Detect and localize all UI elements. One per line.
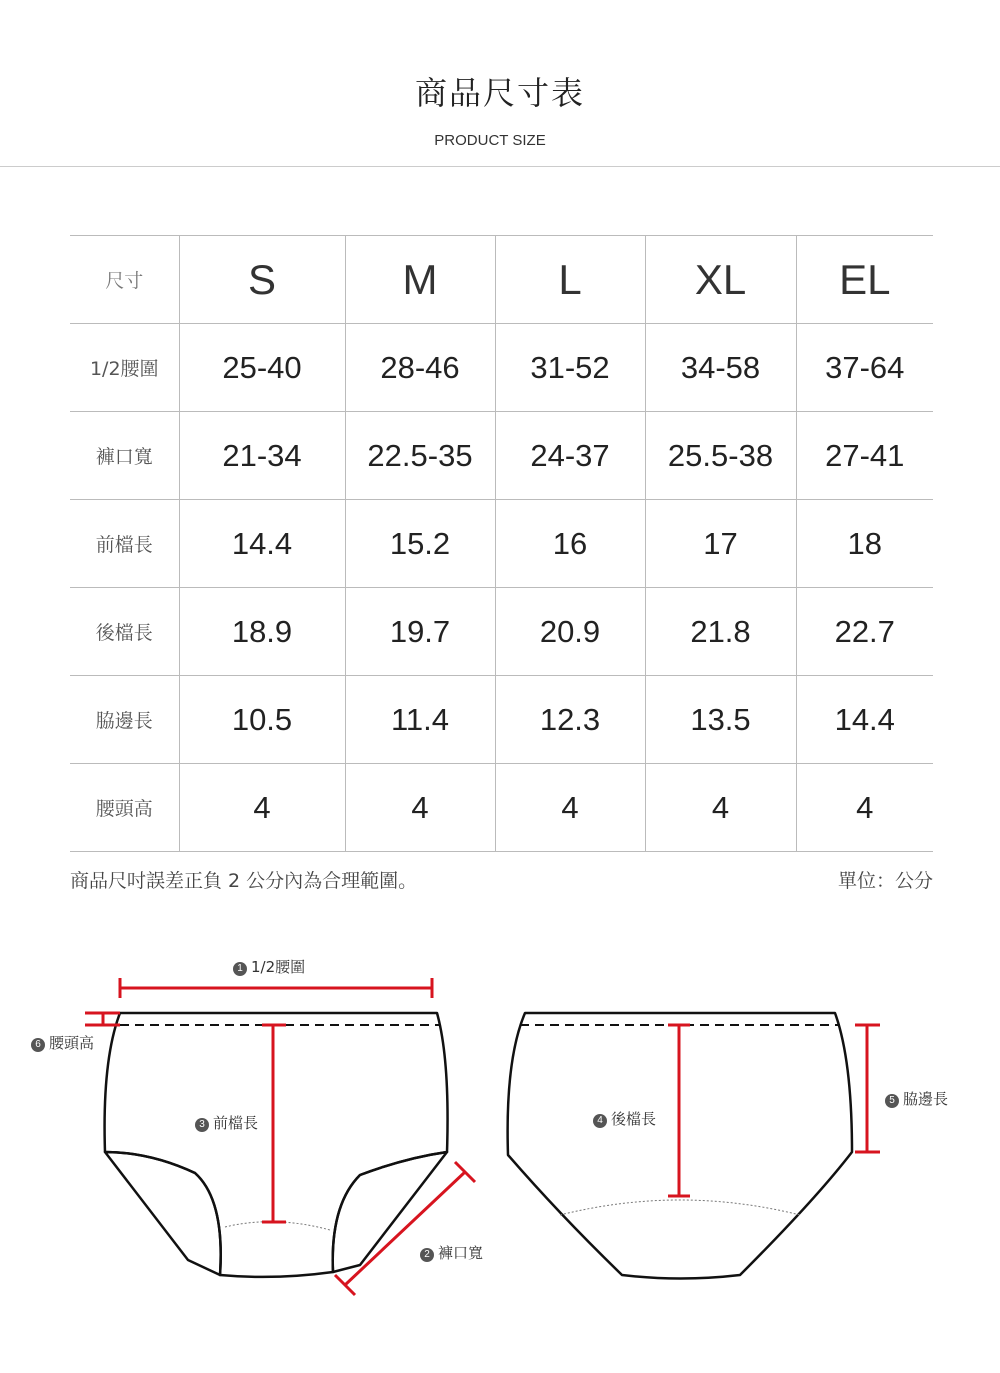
waist-measure-line — [120, 978, 432, 998]
table-cell: 4 — [645, 764, 796, 852]
table-row — [70, 764, 933, 852]
tolerance-note: 商品尺吋誤差正負 2 公分內為合理範圍。 — [70, 870, 418, 892]
size-header-s: S — [179, 236, 345, 324]
table-cell: 21-34 — [179, 412, 345, 500]
page-subtitle: PRODUCT SIZE — [434, 132, 546, 149]
table-cell: 18 — [796, 500, 933, 588]
row-label: 前檔長 — [70, 500, 179, 588]
row-label: 1/2腰圍 — [70, 324, 179, 412]
table-cell: 4 — [495, 764, 645, 852]
label-waistband-height: 6 腰頭高 — [31, 1032, 94, 1053]
row-label: 後檔長 — [70, 588, 179, 676]
label-waist: 1 1/2腰圍 — [233, 956, 305, 977]
table-cell: 4 — [179, 764, 345, 852]
table-cell: 34-58 — [645, 324, 796, 412]
table-cell: 27-41 — [796, 412, 933, 500]
table-cell: 13.5 — [645, 676, 796, 764]
label-side-length: 5 脇邊長 — [885, 1088, 948, 1109]
table-row — [70, 324, 933, 412]
label-leg-opening: 2 褲口寬 — [420, 1242, 483, 1263]
table-cell: 25-40 — [179, 324, 345, 412]
row-label: 脇邊長 — [70, 676, 179, 764]
table-cell: 25.5-38 — [645, 412, 796, 500]
measurement-diagram — [0, 940, 1000, 1344]
size-table — [70, 235, 933, 852]
table-cell: 18.9 — [179, 588, 345, 676]
row-label: 腰頭高 — [70, 764, 179, 852]
table-cell: 14.4 — [796, 676, 933, 764]
front-rise-measure-line — [262, 1025, 286, 1222]
briefs-illustration — [0, 940, 1000, 1340]
page-title: 商品尺寸表 — [414, 74, 585, 112]
table-row — [70, 412, 933, 500]
header-divider — [0, 166, 1000, 167]
waistband-measure-line — [85, 1013, 120, 1025]
table-cell: 11.4 — [345, 676, 495, 764]
size-header-m: M — [345, 236, 495, 324]
table-cell: 16 — [495, 500, 645, 588]
table-cell: 4 — [796, 764, 933, 852]
table-cell: 14.4 — [179, 500, 345, 588]
leg-opening-measure-line — [335, 1162, 475, 1295]
side-length-measure-line — [855, 1025, 880, 1152]
table-cell: 28-46 — [345, 324, 495, 412]
table-cell: 15.2 — [345, 500, 495, 588]
table-cell: 24-37 — [495, 412, 645, 500]
label-front-rise: 3 前檔長 — [195, 1112, 258, 1133]
table-cell: 10.5 — [179, 676, 345, 764]
size-header-row — [70, 236, 933, 324]
label-back-rise: 4 後檔長 — [593, 1108, 656, 1129]
size-header-label: 尺寸 — [70, 236, 179, 324]
size-header-xl: XL — [645, 236, 796, 324]
table-row — [70, 588, 933, 676]
table-cell: 20.9 — [495, 588, 645, 676]
table-cell: 22.5-35 — [345, 412, 495, 500]
table-cell: 37-64 — [796, 324, 933, 412]
back-rise-measure-line — [668, 1025, 690, 1196]
table-cell: 17 — [645, 500, 796, 588]
size-header-l: L — [495, 236, 645, 324]
unit-note: 單位：公分 — [837, 870, 933, 892]
table-row — [70, 676, 933, 764]
table-row — [70, 500, 933, 588]
table-cell: 31-52 — [495, 324, 645, 412]
table-cell: 19.7 — [345, 588, 495, 676]
table-cell: 4 — [345, 764, 495, 852]
table-cell: 12.3 — [495, 676, 645, 764]
table-cell: 21.8 — [645, 588, 796, 676]
row-label: 褲口寬 — [70, 412, 179, 500]
size-header-el: EL — [796, 236, 933, 324]
table-cell: 22.7 — [796, 588, 933, 676]
